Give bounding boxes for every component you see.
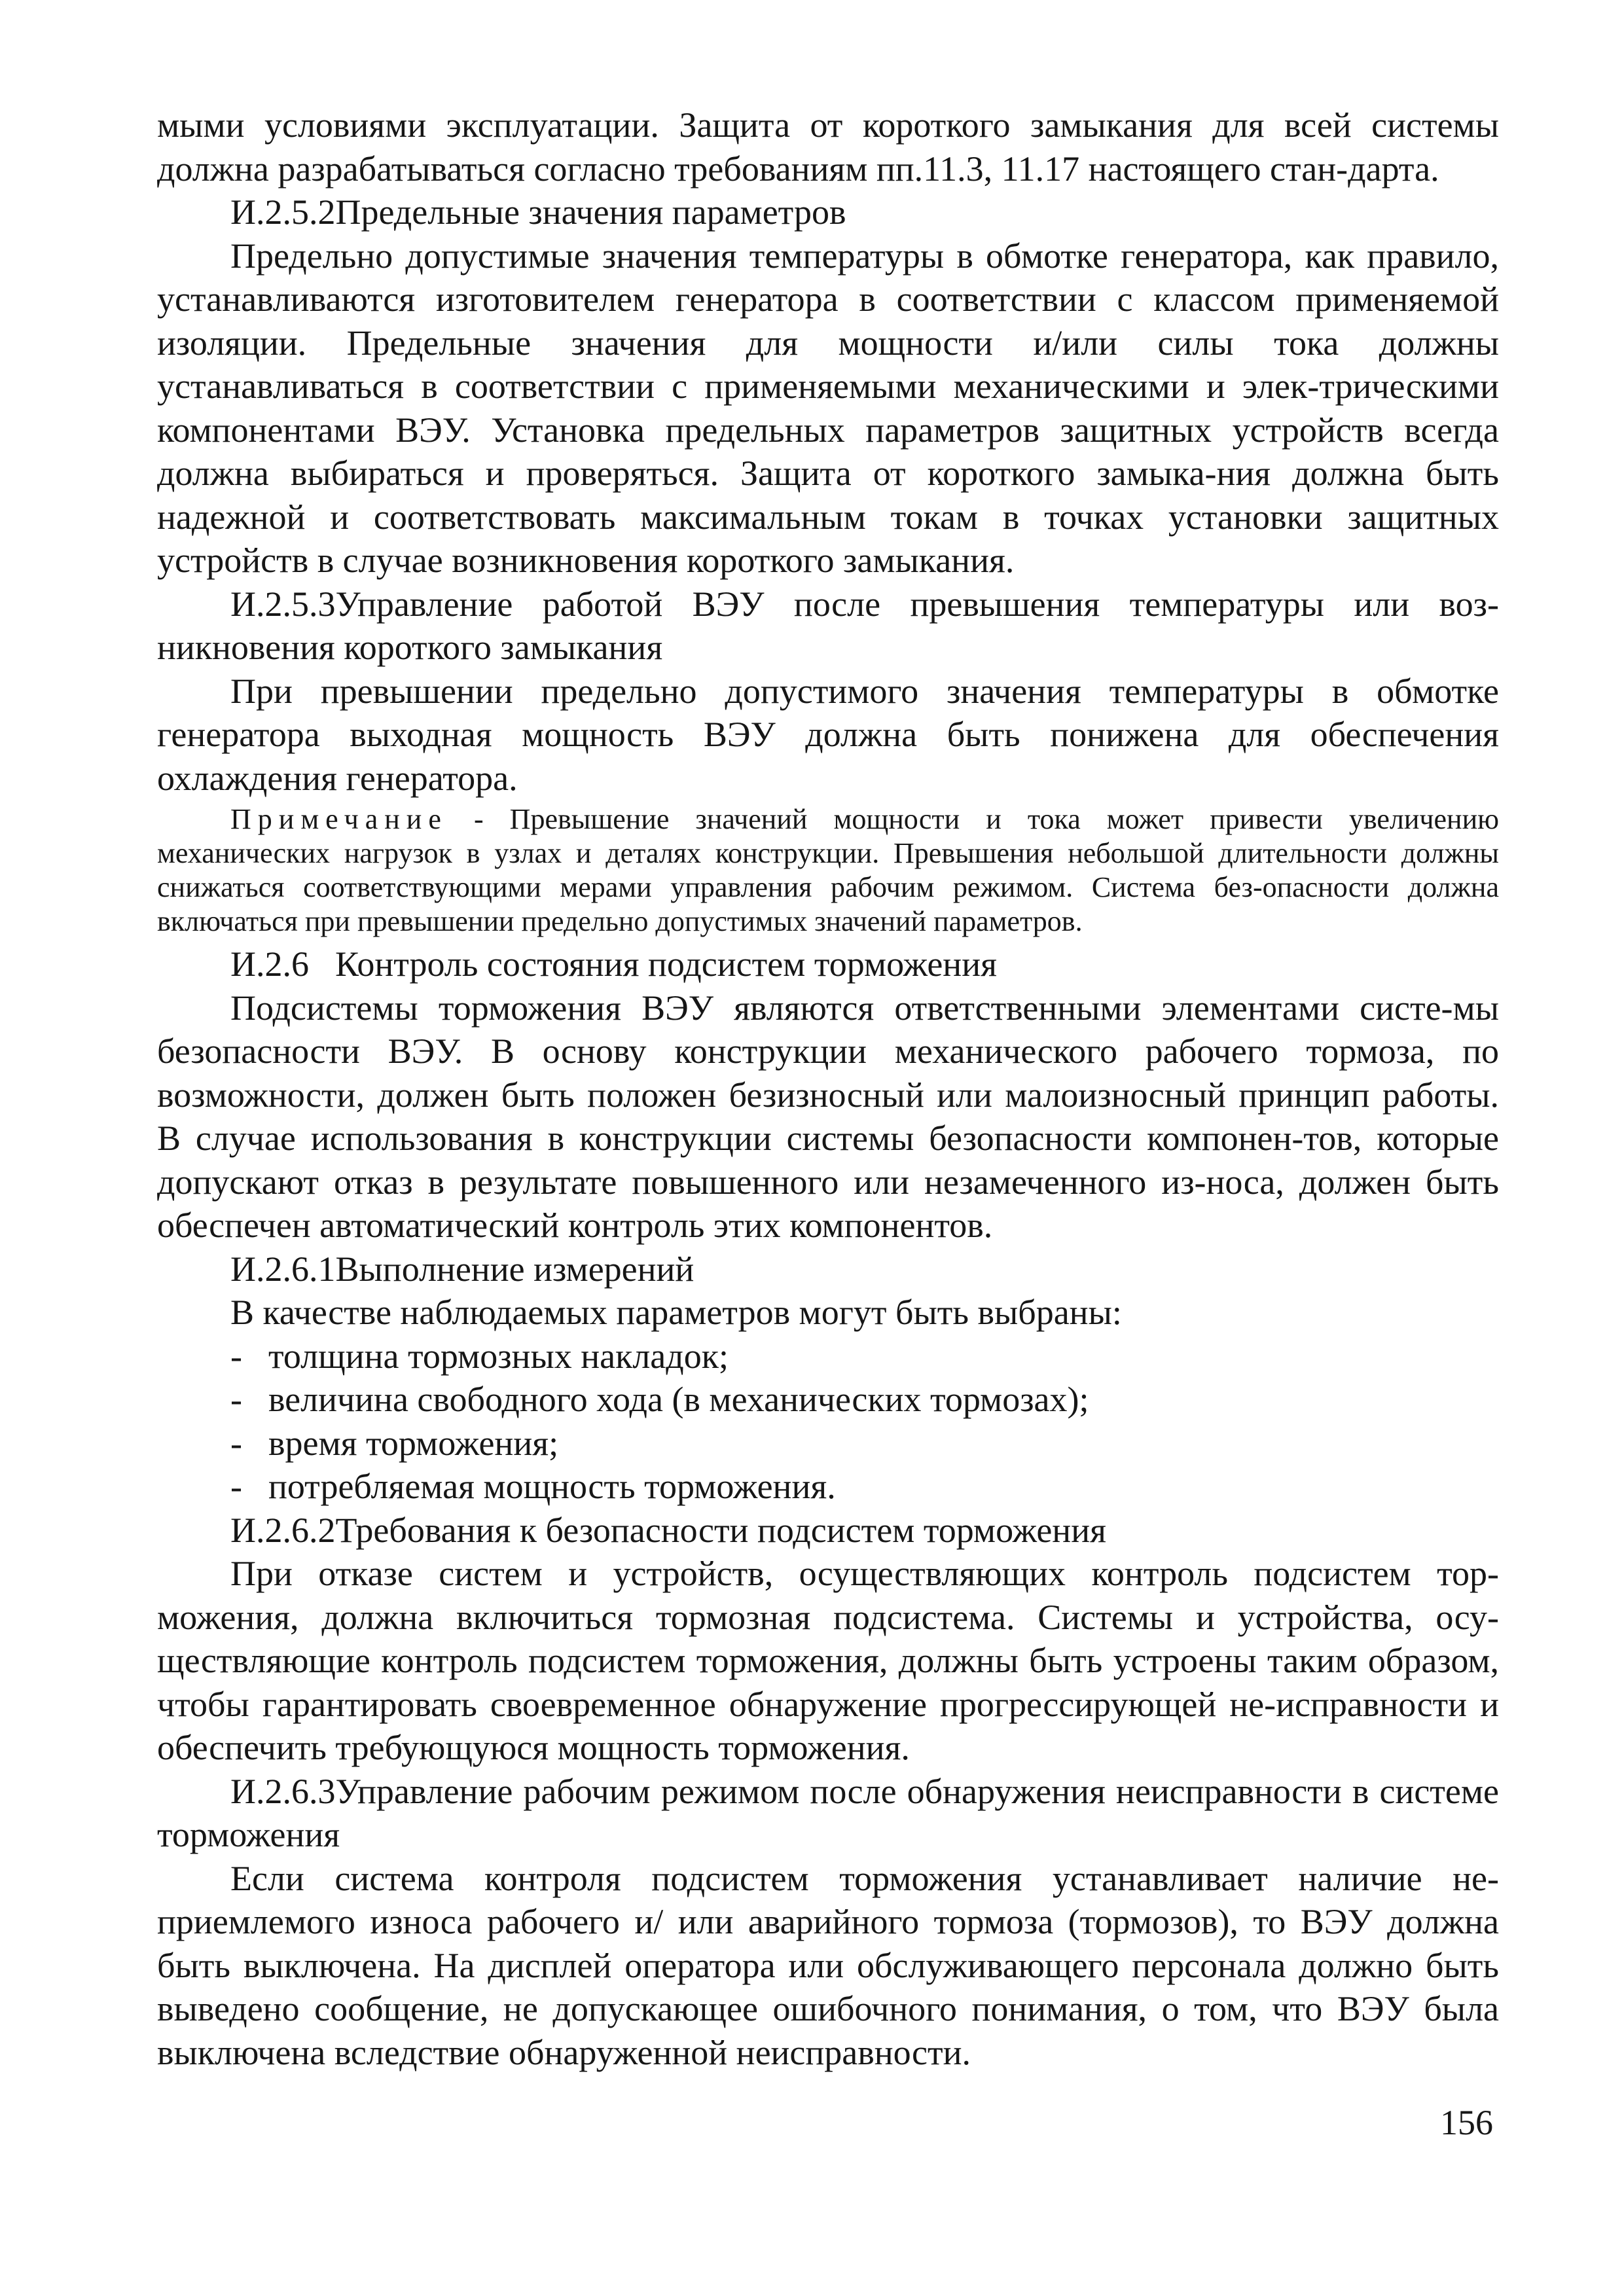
section-number: И.2.5.2	[230, 192, 336, 232]
list-item-text: время торможения;	[268, 1423, 559, 1463]
section-heading-i-2-6	[157, 942, 1499, 986]
note-label: Примечание	[230, 803, 448, 835]
section-title: Требования к безопасности подсистем торможения	[335, 1510, 1106, 1550]
section-number: И.2.6.3	[230, 1771, 336, 1811]
section-heading-i-2-5-2	[157, 190, 1499, 234]
section-heading-i-2-6-2	[157, 1509, 1499, 1552]
section-number: И.2.6.2	[230, 1510, 336, 1550]
parameters-list	[157, 1335, 1499, 1509]
section-number: И.2.5.3	[230, 584, 336, 624]
list-item	[230, 1378, 1499, 1422]
section-heading-i-2-5-3	[157, 583, 1499, 670]
section-title: Выполнение измерений	[335, 1249, 695, 1289]
section-title: Предельные значения параметров	[335, 192, 846, 232]
document-page	[157, 103, 1499, 2074]
paragraph-safety-requirements: При отказе систем и устройств, осуществляющих контроль подсистем тор-можения, должна включиться тормозная подсистема. Системы и устройства, осу-ществляющие контроль подсистем торможения, должны быть устроены таким образом, чтобы гарантировать своевременное обнаружение прогрессирующей не-исправности и обеспечить требующуюся мощность торможения.	[157, 1554, 1499, 1767]
section-number: И.2.6	[230, 944, 309, 984]
note	[157, 802, 1499, 939]
list-item-text: величина свободного хода (в механических тормозах);	[268, 1380, 1089, 1419]
list-item-text: толщина тормозных накладок;	[268, 1336, 729, 1376]
list-dash: -	[230, 1423, 242, 1463]
list-item-text: потребляемая мощность торможения.	[268, 1467, 836, 1506]
list-dash: -	[230, 1467, 242, 1506]
section-number: И.2.6.1	[230, 1249, 336, 1289]
note-text: - Превышение значений мощности и тока может привести увеличению механических нагрузок в узлах и деталях конструкции. Превышения небольшой длительности должны снижаться соответствующими мерами управления рабочим режимом. Система без-опасности должна включаться при превышении предельно допустимых значений параметров.	[157, 803, 1499, 937]
section-heading-i-2-6-3	[157, 1770, 1499, 1857]
paragraph-overheat: При превышении предельно допустимого значения температуры в обмотке генератора выходная мощность ВЭУ должна быть понижена для обеспечения охлаждения генератора.	[157, 671, 1499, 798]
list-item	[230, 1422, 1499, 1465]
section-title: Управление работой ВЭУ после превышения температуры или воз-никновения короткого замыкания	[157, 584, 1499, 667]
paragraph-continuation: мыми условиями эксплуатации. Защита от короткого замыкания для всей системы должна разрабатываться согласно требованиям пп.11.3, 11.17 настоящего стан-дарта.	[157, 105, 1499, 188]
section-title: Контроль состояния подсистем торможения	[335, 944, 997, 984]
list-dash: -	[230, 1380, 242, 1419]
paragraph-shutdown: Если система контроля подсистем торможения устанавливает наличие не-приемлемого износа рабочего и/ или аварийного тормоза (тормозов), то ВЭУ должна быть выключена. На дисплей оператора или обслуживающего персонала должно быть выведено сообщение, не допускающее ошибочного понимания, о том, что ВЭУ была выключена вследствие обнаруженной неисправности.	[157, 1858, 1499, 2072]
section-heading-i-2-6-1	[157, 1247, 1499, 1291]
paragraph-parameters-intro: В качестве наблюдаемых параметров могут быть выбраны:	[230, 1293, 1122, 1332]
page-number: 156	[1440, 2103, 1493, 2142]
paragraph-limits: Предельно допустимые значения температуры в обмотке генератора, как правило, устанавливаются изготовителем генератора в соответствии с классом применяемой изоляции. Предельные значения для мощности и/или силы тока должны устанавливаться в соответствии с применяемыми механическими и элек-трическими компонентами ВЭУ. Установка предельных параметров защитных устройств всегда должна выбираться и проверяться. Защита от короткого замыка-ния должна быть надежной и соответствовать максимальным токам в точках установки защитных устройств в случае возникновения короткого замыкания.	[157, 236, 1499, 580]
list-item	[230, 1335, 1499, 1378]
section-title: Управление рабочим режимом после обнаружения неисправности в системе торможения	[157, 1771, 1499, 1854]
list-item	[230, 1465, 1499, 1509]
paragraph-braking-subsystems: Подсистемы торможения ВЭУ являются ответственными элементами систе-мы безопасности ВЭУ. В основу конструкции механического рабочего тормоза, по возможности, должен быть положен безизносный или малоизносный принцип работы. В случае использования в конструкции системы безопасности компонен-тов, которые допускают отказ в результате повышенного или незамеченного из-носа, должен быть обеспечен автоматический контроль этих компонентов.	[157, 988, 1499, 1245]
list-dash: -	[230, 1336, 242, 1376]
